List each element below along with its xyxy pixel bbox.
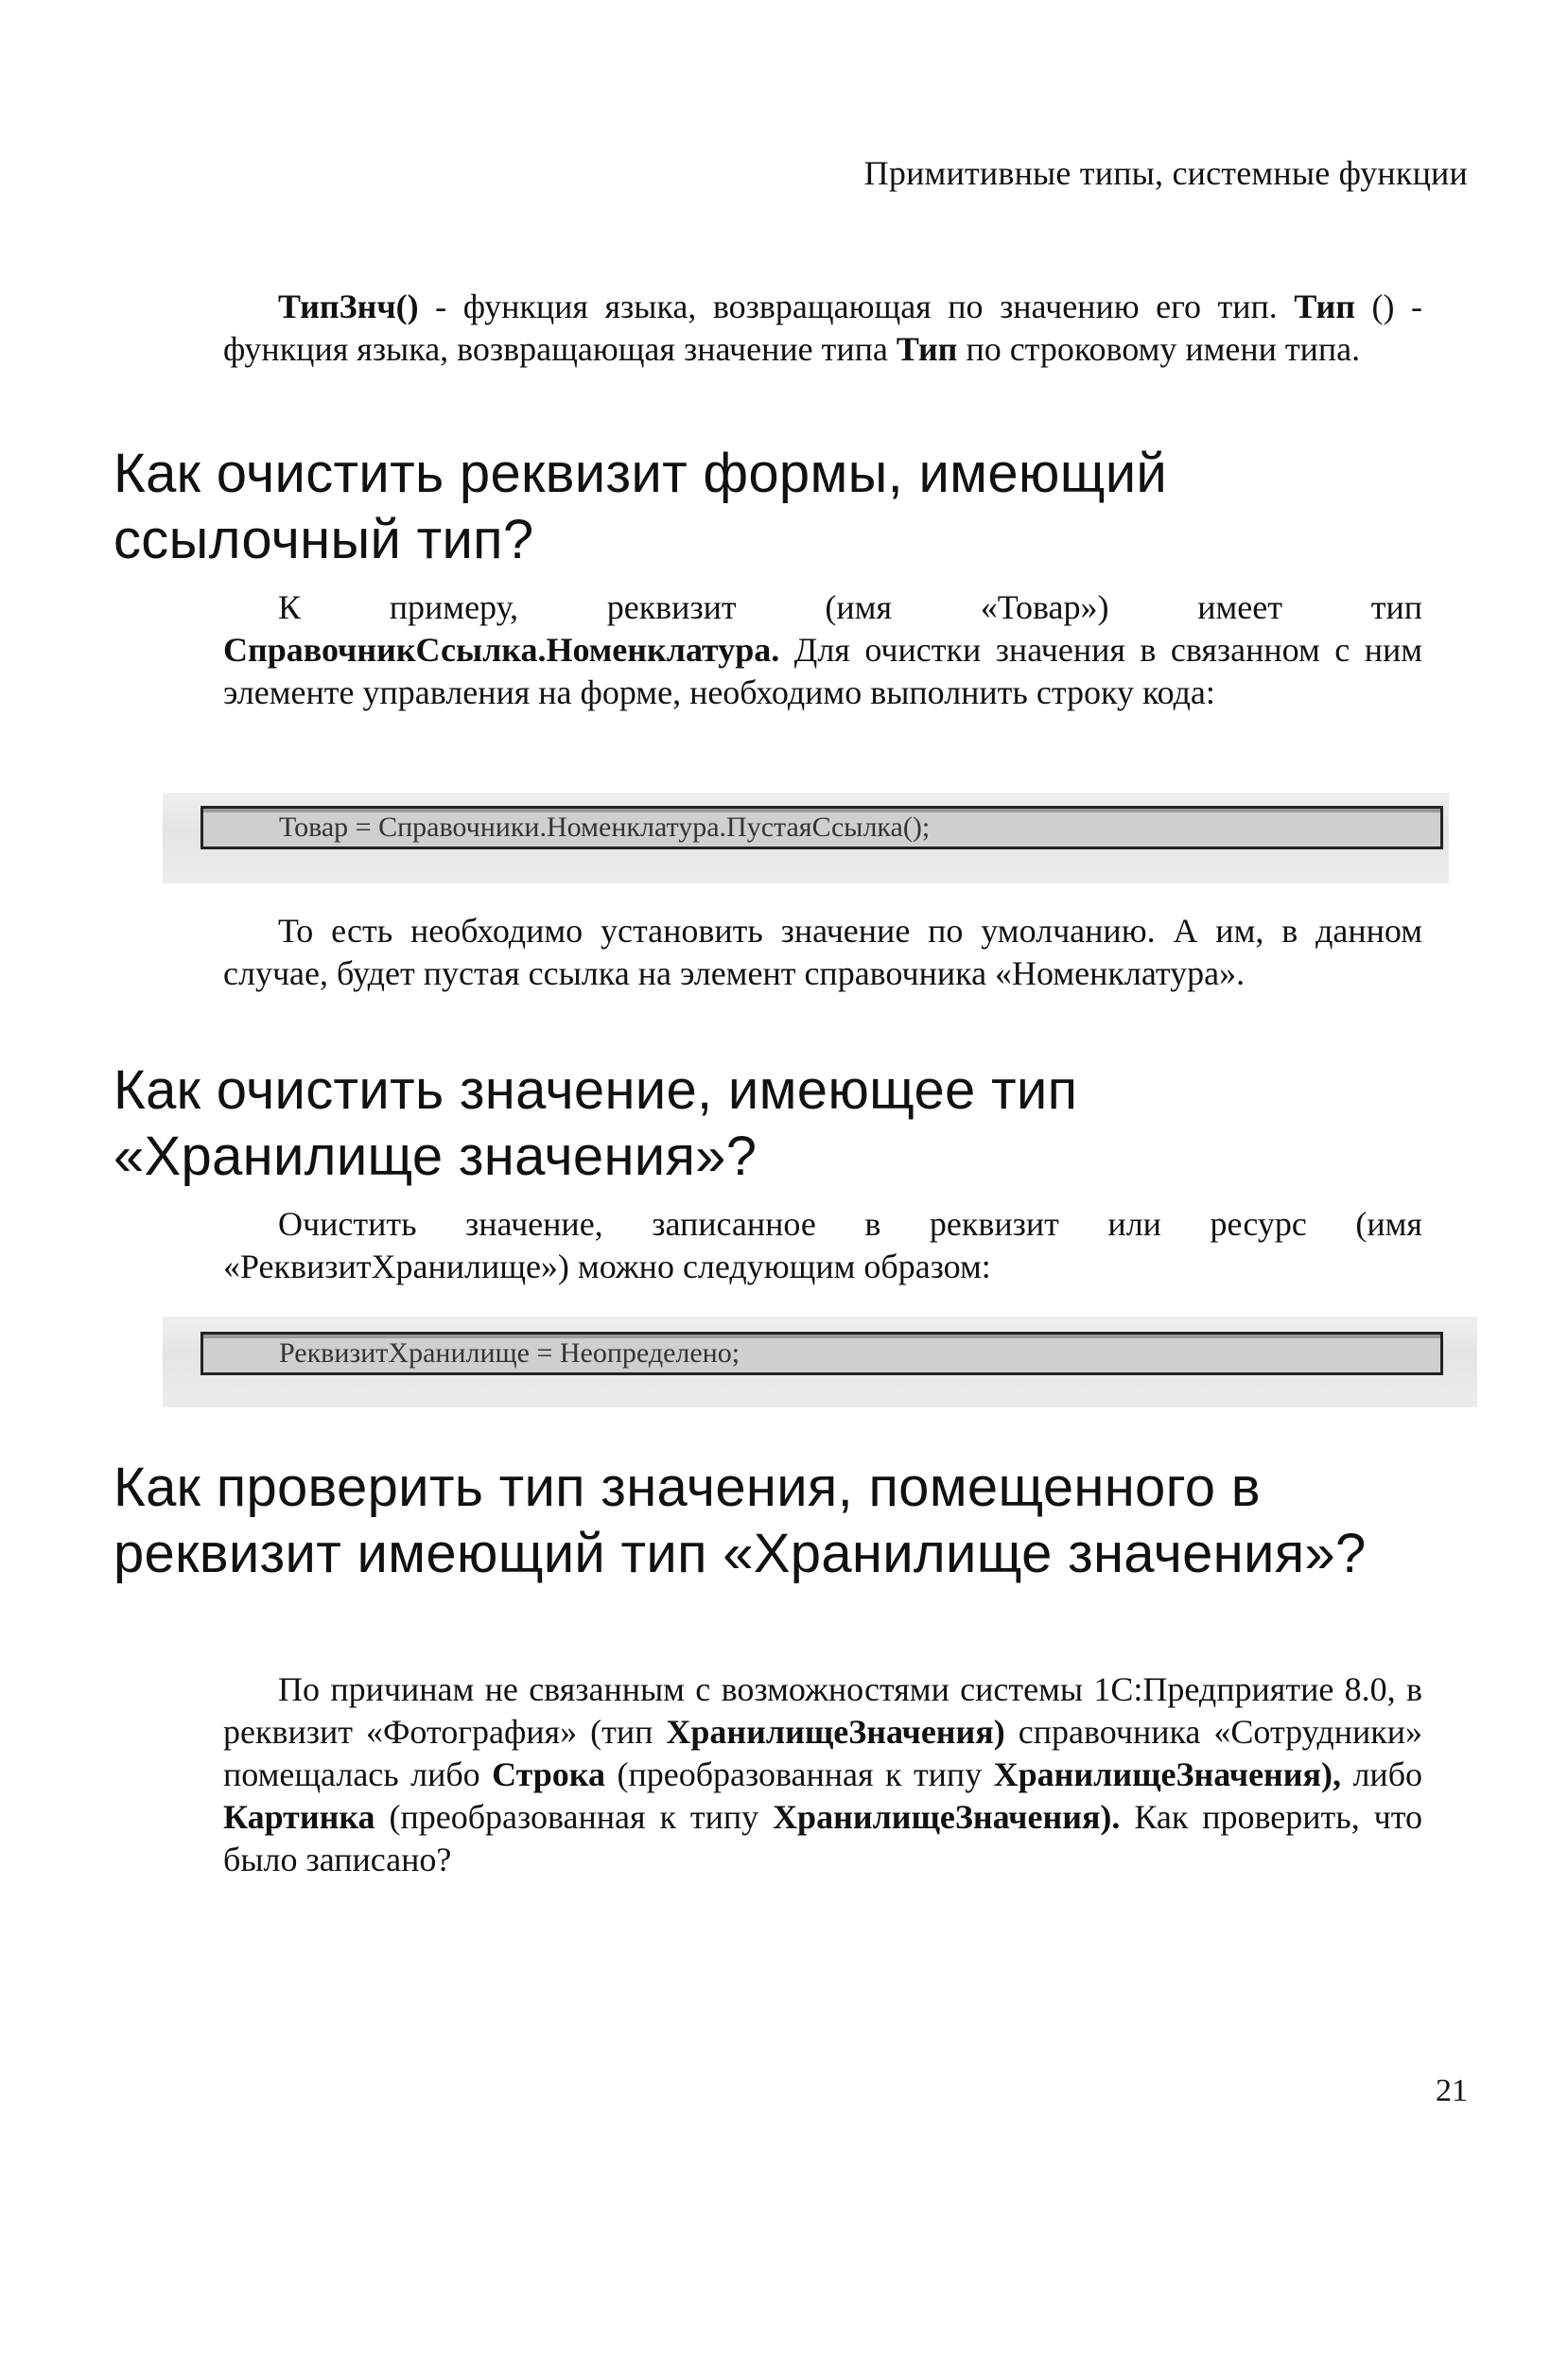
- section3-heading: Как проверить тип значения, помещенного в реквизит имеющий тип «Хранилище значения»?: [113, 1457, 1367, 1584]
- section2-heading: Как очистить значение, имеющее тип «Хранилище значения»?: [113, 1059, 1078, 1187]
- section1-paragraph-2: То есть необходимо установить значение по умолчанию. А им, в данном случае, будет пустая ссылка на элемент справочника «Номенклатура».: [223, 912, 1422, 992]
- section2-paragraph: Очистить значение, записанное в реквизит или ресурс (имя «РеквизитХранилище») можно следующим образом:: [223, 1205, 1422, 1285]
- running-header: Примитивные типы, системные функции: [863, 154, 1468, 192]
- section1-heading: Как очистить реквизит формы, имеющий ссылочный тип?: [113, 443, 1168, 570]
- code-line-1: Товар = Справочники.Номенклатура.ПустаяСсылка();: [279, 812, 931, 843]
- code-block-2: [200, 1332, 1443, 1375]
- code-line-2: РеквизитХранилище = Неопределено;: [279, 1337, 740, 1369]
- page-number: 21: [1436, 2073, 1468, 2108]
- section3-paragraph: По причинам не связанным с возможностями системы 1С:Предприятие 8.0, в реквизит «Фотография» (тип ХранилищеЗначения) справочника «Сотрудники» помещалась либо Строка (преобразованная к типу ХранилищеЗначения), либо Картинка (преобразованная к типу ХранилищеЗначения). Как проверить, что было записано?: [223, 1670, 1423, 1878]
- term-tip: Тип: [1294, 288, 1355, 325]
- type-name: СправочникСсылка.Номенклатура.: [223, 631, 780, 669]
- intro-paragraph: ТипЗнч() - функция языка, возвращающая по значению его тип. Тип () - функция языка, возвращающая значение типа Тип по строковому имени типа.: [223, 288, 1422, 368]
- term-tip-2: Тип: [896, 330, 958, 368]
- section1-paragraph: К примеру, реквизит (имя «Товар») имеет тип СправочникСсылка.Номенклатура. Для очистки значения в связанном с ним элементе управления на форме, необходимо выполнить строку кода:: [223, 588, 1422, 711]
- term-tipznch: ТипЗнч(): [278, 288, 419, 325]
- code-block-1: [200, 806, 1443, 849]
